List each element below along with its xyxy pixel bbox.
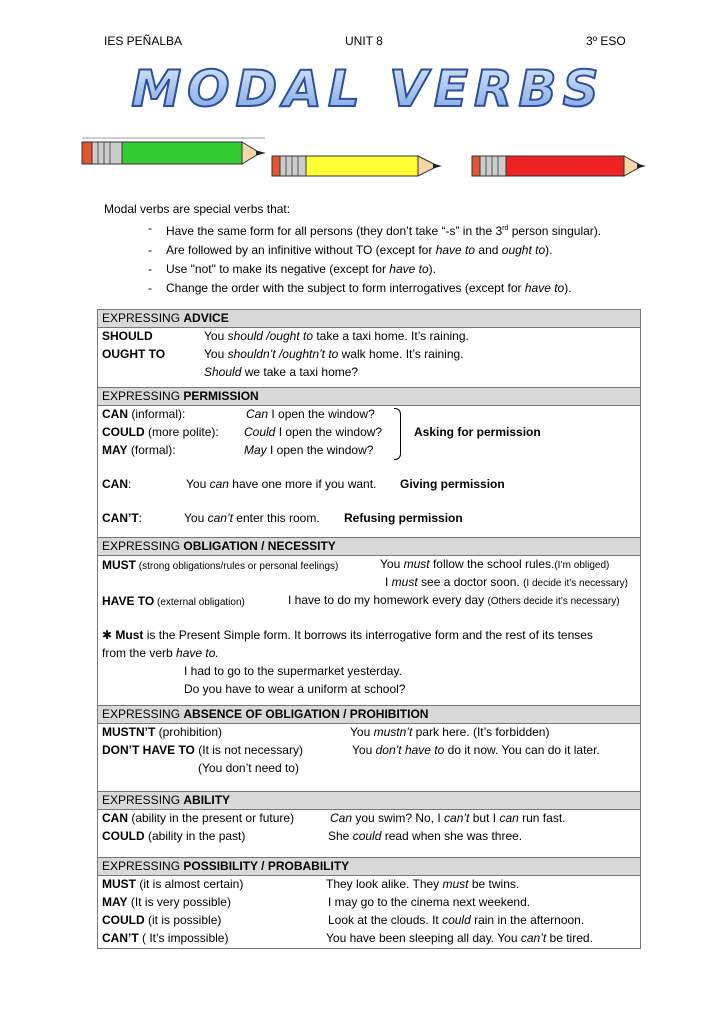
- note-dont-need-to: (You don’t need to): [198, 761, 299, 775]
- example-refusing: You can’t enter this room.: [184, 511, 320, 525]
- example-advice-3: Should we take a taxi home?: [204, 365, 359, 379]
- example-ability-2: She could read when she was three.: [328, 829, 523, 843]
- example-possibility-3: Look at the clouds. It could rain in the afternoon.: [328, 913, 585, 927]
- section-header-obligation: EXPRESSING OBLIGATION / NECESSITY: [98, 538, 640, 556]
- example-must-1: You must follow the school rules.(I’m obliged): [380, 557, 610, 571]
- note-must: ✱ Must is the Present Simple form. It borrows its interrogative form and the rest of its tenses: [102, 628, 593, 642]
- modal-must: MUST (strong obligations/rules or personal feelings): [102, 558, 339, 572]
- section-obligation: [97, 537, 641, 706]
- example-advice-2: You shouldn’t /oughtn’t to walk home. It’s raining.: [204, 347, 464, 361]
- pencils-illustration: [80, 134, 650, 194]
- section-possibility: [97, 857, 641, 949]
- section-header-advice: EXPRESSING ADVICE: [98, 310, 640, 328]
- example-have-to: I have to do my homework every day (Others decide it’s necessary): [288, 593, 620, 607]
- header-unit: UNIT 8: [345, 34, 383, 48]
- example-do-you-have-to: Do you have to wear a uniform at school?: [184, 682, 406, 696]
- section-absence: [97, 705, 641, 792]
- example-dont-have-to: You don’t have to do it now. You can do it later.: [352, 743, 600, 757]
- example-must-2: I must see a doctor soon. (I decide it’s necessary): [385, 575, 628, 589]
- intro-rule-4: - Change the order with the subject to form interrogatives (except for have to).: [104, 279, 664, 298]
- modal-mustnt: MUSTN’T (prohibition): [102, 725, 223, 739]
- example-possibility-2: I may go to the cinema next weekend.: [328, 895, 531, 909]
- example-possibility-4: You have been sleeping all day. You can’t be tired.: [326, 931, 593, 945]
- label-asking-permission: Asking for permission: [414, 425, 541, 439]
- modal-have-to: HAVE TO (external obligation): [102, 594, 245, 608]
- modal-cant-refusing: CAN’T:: [102, 511, 143, 525]
- example-ability-1: Can you swim? No, I can’t but I can run fast.: [330, 811, 566, 825]
- title-wordart: [118, 62, 618, 118]
- label-giving-permission: Giving permission: [400, 477, 505, 491]
- modal-can-giving: CAN:: [102, 477, 132, 491]
- section-header-possibility: EXPRESSING POSSIBILITY / PROBABILITY: [98, 858, 640, 876]
- green-pencil: [82, 142, 266, 164]
- section-ability: [97, 791, 641, 858]
- example-possibility-1: They look alike. They must be twins.: [326, 877, 520, 891]
- intro-rule-3: - Use "not" to make its negative (except for have to).: [104, 260, 664, 279]
- brace: [394, 408, 401, 460]
- yellow-pencil: [272, 156, 442, 176]
- label-refusing-permission: Refusing permission: [344, 511, 463, 525]
- modal-must-certain: MUST (it is almost certain): [102, 877, 244, 891]
- modal-dont-have-to: DON’T HAVE TO (It is not necessary): [102, 743, 303, 757]
- section-header-ability: EXPRESSING ABILITY: [98, 792, 640, 810]
- intro-rule-2: - Are followed by an infinitive without TO (except for have to and ought to).: [104, 241, 664, 260]
- example-advice-1: You should /ought to take a taxi home. It’s raining.: [204, 329, 469, 343]
- header-level: 3º ESO: [586, 34, 626, 48]
- section-advice: [97, 309, 641, 388]
- example-mustnt: You mustn’t park here. (It’s forbidden): [350, 725, 550, 739]
- modal-could-polite: COULD (more polite):: [102, 425, 219, 439]
- example-had-to: I had to go to the supermarket yesterday.: [184, 664, 402, 678]
- modal-can-informal: CAN (informal):: [102, 407, 186, 421]
- red-pencil: [472, 156, 646, 176]
- modal-could-ability: COULD (ability in the past): [102, 829, 246, 843]
- intro-rule-1: - Have the same form for all persons (they don’t take “-s” in the 3rd person singular).: [104, 219, 664, 241]
- modal-may-formal: MAY (formal):: [102, 443, 176, 457]
- intro-lead: Modal verbs are special verbs that:: [104, 202, 291, 216]
- page-title: MODAL VERBS: [131, 62, 605, 118]
- section-header-absence: EXPRESSING ABSENCE OF OBLIGATION / PROHIBITION: [98, 706, 640, 724]
- note-must-2: from the verb have to.: [102, 646, 219, 660]
- asterisk-icon: ✱: [102, 628, 113, 642]
- modal-should: SHOULD: [102, 329, 153, 343]
- header-school: IES PEÑALBA: [104, 34, 183, 48]
- modal-could-possible: COULD (it is possible): [102, 913, 222, 927]
- modal-cant-impossible: CAN’T ( It’s impossible): [102, 931, 229, 945]
- example-permission-1: Can I open the window?: [246, 407, 375, 421]
- example-giving: You can have one more if you want.: [186, 477, 377, 491]
- section-permission: [97, 387, 641, 538]
- example-permission-2: Could I open the window?: [244, 425, 383, 439]
- modal-ought-to: OUGHT TO: [102, 347, 166, 361]
- intro: [104, 200, 664, 298]
- modal-may-possible: MAY (It is very possible): [102, 895, 231, 909]
- example-permission-3: May I open the window?: [244, 443, 374, 457]
- section-header-permission: EXPRESSING PERMISSION: [98, 388, 640, 406]
- modal-can-ability: CAN (ability in the present or future): [102, 811, 295, 825]
